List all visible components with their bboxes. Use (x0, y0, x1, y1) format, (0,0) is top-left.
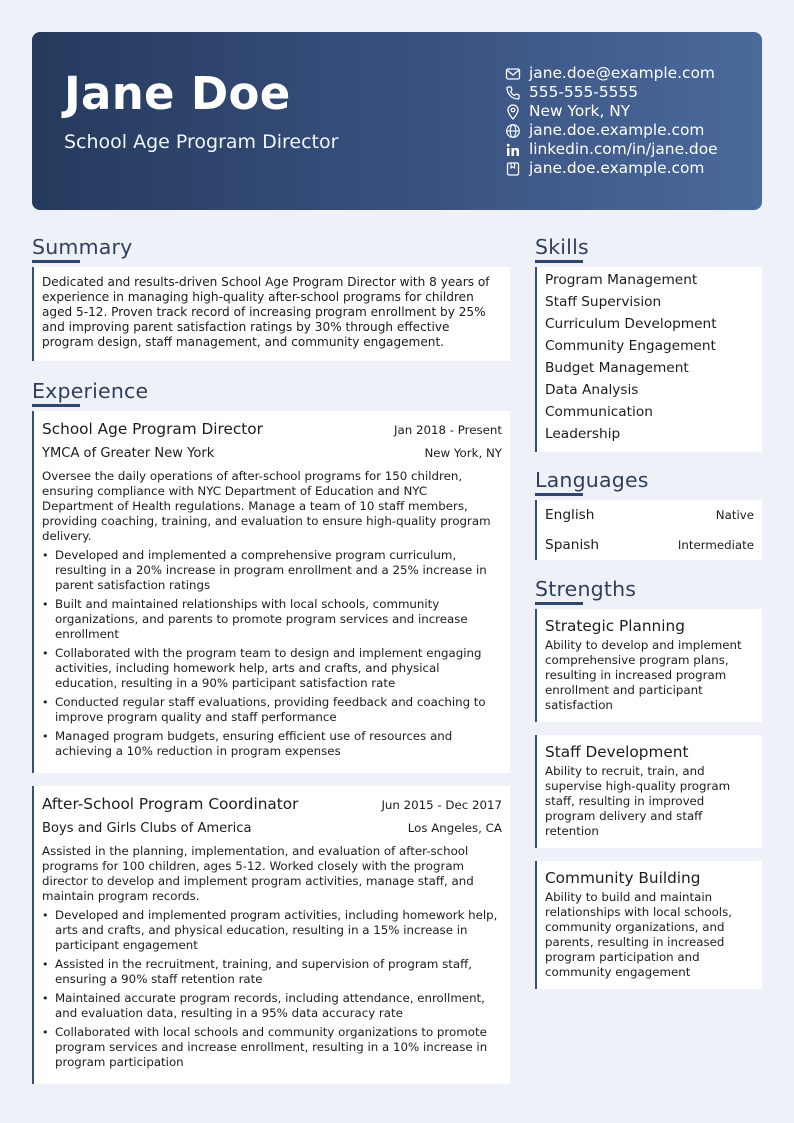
summary-heading: Summary (32, 235, 133, 259)
job-location: Los Angeles, CA (407, 821, 502, 835)
linkedin-icon (504, 141, 521, 158)
contact-email-text: jane.doe@example.com (529, 64, 715, 82)
contact-email[interactable] (504, 64, 718, 83)
strengths-underline (535, 602, 583, 605)
languages-card (535, 500, 762, 560)
job-bullet: • Maintained accurate program records, including attendance, enrollment, and evaluation data, resulting in a 95% data accuracy rate (42, 991, 502, 1021)
skill-item: Staff Supervision (545, 294, 662, 310)
envelope-icon (504, 65, 521, 82)
contact-location-text: New York, NY (529, 102, 631, 120)
skills-heading: Skills (535, 235, 589, 259)
strength-description: Ability to build and maintain relationships with local schools, community organizations, and parents, resulting in increased program participation and community engagement (545, 890, 732, 979)
location-pin-icon (504, 103, 521, 120)
job-bullet: • Collaborated with local schools and community organizations to promote program services and increase enrollment, resulting in a 10% increase in program participation (42, 1025, 502, 1070)
job-date: Jan 2018 - Present (394, 423, 502, 437)
job-bullet: • Managed program budgets, ensuring efficient use of resources and achieving a 10% reduction in program expenses (42, 729, 502, 759)
job-subheader (42, 445, 502, 463)
contact-website-text: jane.doe.example.com (529, 121, 705, 139)
contact-linkedin-text: linkedin.com/in/jane.doe (529, 140, 718, 158)
skill-item: Community Engagement (545, 338, 716, 354)
resume-header (32, 32, 762, 210)
strength-card (535, 861, 762, 989)
job-description: Oversee the daily operations of after-school programs for 150 children, ensuring compliance with NYC Department of Education and NYC Department of Health regulations. Manage a team of 10 staff members, providing coaching, training, and evaluation to ensure high-quality program delivery. (42, 469, 491, 543)
language-level: Intermediate (677, 538, 754, 552)
contact-portfolio[interactable] (504, 159, 718, 178)
contact-portfolio-text: jane.doe.example.com (529, 159, 705, 177)
contact-linkedin[interactable] (504, 140, 718, 159)
experience-heading: Experience (32, 379, 149, 403)
job-subheader (42, 820, 502, 838)
skills-card (535, 267, 762, 452)
strength-description: Ability to recruit, train, and supervise high-quality program staff, resulting in improved program delivery and staff retention (545, 764, 731, 838)
job-bullet: • Developed and implemented program activities, including homework help, arts and crafts, and physical education, resulting in a 15% increase in participant engagement (42, 908, 502, 953)
skills-underline (535, 260, 583, 263)
language-level: Native (715, 508, 754, 522)
job-bullet: • Built and maintained relationships with local schools, community organizations, and parents to promote program services and increase enrollment (42, 597, 502, 642)
language-name: English (545, 507, 595, 523)
strength-title: Community Building (545, 869, 701, 887)
job-bullets (42, 548, 502, 759)
summary-underline (32, 260, 80, 263)
language-row (545, 530, 754, 560)
job-date: Jun 2015 - Dec 2017 (381, 798, 502, 812)
job-title: After-School Program Coordinator (42, 795, 299, 813)
contact-website[interactable] (504, 121, 718, 140)
skill-item: Communication (545, 404, 653, 420)
contact-phone[interactable] (504, 83, 718, 102)
contact-location (504, 102, 718, 121)
skill-item: Data Analysis (545, 382, 639, 398)
summary-text: Dedicated and results-driven School Age Program Director with 8 years of experience in managing high-quality after-school programs for children aged 5-12. Proven track record of increasing program enrollment by 25% and improving parent satisfaction ratings by 30% through effective program design, staff management, and community engagement. (42, 275, 490, 349)
job-bullet: • Assisted in the recruitment, training, and supervision of program staff, ensuring a 90% staff retention rate (42, 957, 502, 987)
skill-item: Budget Management (545, 360, 689, 376)
candidate-name: Jane Doe (64, 67, 291, 120)
language-row (545, 500, 754, 530)
job-card (32, 786, 510, 1084)
skill-item: Leadership (545, 426, 621, 442)
languages-heading: Languages (535, 468, 649, 492)
skill-item: Curriculum Development (545, 316, 717, 332)
contact-phone-text: 555-555-5555 (529, 83, 639, 101)
languages-underline (535, 493, 583, 496)
strength-title: Strategic Planning (545, 617, 685, 635)
job-bullet: • Collaborated with the program team to design and implement engaging activities, including homework help, arts and crafts, and physical education, resulting in a 90% participant satisfaction rate (42, 646, 502, 691)
experience-underline (32, 404, 80, 407)
job-card (32, 411, 510, 773)
job-bullet: • Developed and implemented a comprehensive program curriculum, resulting in a 20% increase in program enrollment and a 25% increase in parent satisfaction ratings (42, 548, 502, 593)
job-header (42, 794, 502, 814)
skill-item: Program Management (545, 272, 698, 288)
job-description: Assisted in the planning, implementation, and evaluation of after-school programs for 100 children, ages 5-12. Worked closely with the program director to develop and implement program activities, manage staff, and maintain program records. (42, 844, 474, 903)
job-title: School Age Program Director (42, 420, 263, 438)
job-header (42, 419, 502, 439)
contact-list (504, 64, 718, 178)
job-bullet: • Conducted regular staff evaluations, providing feedback and coaching to improve program quality and staff performance (42, 695, 502, 725)
bookmark-icon (504, 160, 521, 177)
strength-card (535, 735, 762, 848)
job-location: New York, NY (424, 446, 502, 460)
strength-title: Staff Development (545, 743, 689, 761)
strengths-heading: Strengths (535, 577, 637, 601)
candidate-role: School Age Program Director (64, 131, 339, 153)
globe-icon (504, 122, 521, 139)
strength-card (535, 609, 762, 722)
job-org: Boys and Girls Clubs of America (42, 821, 252, 836)
language-name: Spanish (545, 537, 600, 553)
strength-description: Ability to develop and implement comprehensive program plans, resulting in increased program enrollment and participant satisfaction (545, 638, 742, 712)
job-bullets (42, 908, 502, 1070)
phone-icon (504, 84, 521, 101)
job-org: YMCA of Greater New York (42, 446, 215, 461)
summary-card (32, 267, 510, 361)
